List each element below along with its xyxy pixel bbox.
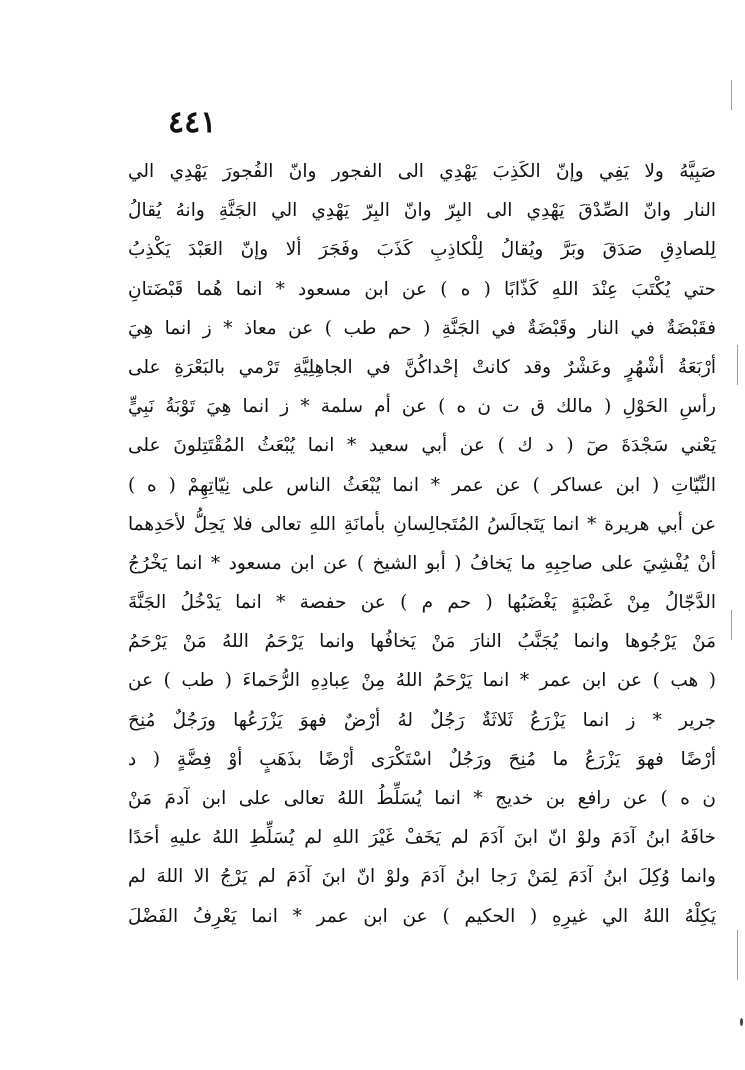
text-line-5: فقَبْضَةٌ في النار وقَبْضَةٌ في الجَنَّةِ ( حم طب ) عن معاذ * ز انما هِيَ bbox=[128, 317, 716, 339]
text-line-4: حتي يُكْتَبَ عِنْدَ اللهِ كَذّابًا ( ه ) عن ابن مسعود * انما هُما قَبْضَتانِ bbox=[128, 278, 716, 300]
text-line-17: ن ه ) عن رافع بن خديج * انما يُسَلِّطُ اللهُ تعالى على ابن آدمَ مَنْ bbox=[128, 788, 716, 809]
scan-margin-mark-2 bbox=[737, 345, 738, 385]
text-line-1: صَبِيَّهُ ولا يَفِي وإنّ الكَذِبَ يَهْدِي الى الفجور وانّ الفُجورَ يَهْدِي الي bbox=[128, 161, 716, 182]
body-text bbox=[128, 152, 716, 936]
text-line-8: يَعْني سَجْدَةَ صٓ ( د ك ) عن أبي سعيد * انما يُبْعَثُ المُقْتَتِلونَ على bbox=[128, 435, 716, 457]
text-line-6: أرْبَعَةُ أشْهُرٍ وعَشْرٌ وقد كانتْ إحْداكُنَّ في الجاهِلِيَّةِ تَرْمي بالبَعْرَةِ على bbox=[128, 356, 716, 378]
text-line-13: مَنْ يَرْجُوها وانما يُجَنَّبُ النارَ مَنْ يَخافُها وانما يَرْحَمُ اللهُ مَنْ يَرْحَمُ bbox=[128, 631, 716, 653]
scan-dot bbox=[740, 1018, 743, 1026]
text-line-20: يَكِلْهُ اللهُ الي غيرِهِ ( الحكيم ) عن ابن عمر * انما يَعْرِفُ الفَضْلَ bbox=[128, 905, 716, 927]
text-line-11: أنْ يُفْشِيَ على صاحِبِهِ ما يَخافُ ( أبو الشيخ ) عن ابن مسعود * انما يَخْرُجُ bbox=[128, 552, 716, 574]
scan-margin-mark-1 bbox=[731, 80, 732, 110]
text-line-2: النار وانّ الصِّدْقَ يَهْدِي الى البِرّ وانّ البِرّ يَهْدِي الي الجَنَّةِ وانهُ يُقالُ bbox=[128, 200, 716, 222]
text-line-9: النِّيّاتِ ( ابن عساكر ) عن عمر * انما يُبْعَثُ الناس على نِيّاتِهِمْ ( ه ) bbox=[128, 474, 716, 496]
text-line-14: ( هب ) عن ابن عمر * انما يَرْحَمُ اللهُ مِنْ عِبادِهِ الرُّحَماءَ ( طب ) عن bbox=[128, 670, 716, 692]
scan-margin-mark-3 bbox=[731, 610, 732, 640]
text-line-10: عن أبي هريرة * انما يَتَجالَسُ المُتَجالِسانِ بأمانَةِ اللهِ تعالى فلا يَحِلُّ لأحَدِهما bbox=[128, 513, 716, 535]
text-line-7: رأسِ الحَوْلِ ( مالك ق ت ن ه ) عن أم سلمة * ز انما هِيَ تَوْبَةُ نَبِيٍّ bbox=[128, 396, 716, 418]
page-number: ٤٤١ bbox=[168, 105, 217, 140]
text-line-16: أرْضًا فهوَ يَزْرَعُ ما مُنِحَ ورَجُلٌ اسْتَكْرَى أرْضًا بذَهَبٍ أوْ فِضَّةٍ ( د bbox=[128, 748, 716, 770]
text-line-12: الدَّجّالُ مِنْ غَضْبَةٍ يَغْضَبُها ( حم م ) عن حفصة * انما يَدْخُلُ الجَنَّةَ bbox=[128, 592, 716, 614]
text-line-3: لِلصادِقِ صَدَقَ وبَرَّ ويُقالُ لِلْكاذِبِ كَذَبَ وفَجَرَ ألا وإنّ العَبْدَ يَكْذِبُ bbox=[128, 239, 716, 261]
text-line-19: وانما وُكِلَ ابنُ آدَمَ لِمَنْ رَجا ابنُ آدَمَ ولوْ انّ ابنَ آدَمَ لم يَرْجُ الا اللهَ لم bbox=[128, 866, 716, 888]
text-line-18: خافَهُ ابنُ آدَمَ ولوْ انّ ابنَ آدَمَ لم يَخَفْ غَيْرَ اللهِ لم يُسَلِّطِ اللهُ عليهِ أحَدًا bbox=[128, 827, 716, 849]
scan-margin-mark-4 bbox=[737, 930, 738, 980]
text-line-15: جرير * ز انما يَزْرَعُ ثَلاثَةٌ رَجُلٌ لهُ أرْضٌ فهوَ يَزْرَعُها ورَجُلٌ مُنِحَ bbox=[128, 709, 716, 731]
